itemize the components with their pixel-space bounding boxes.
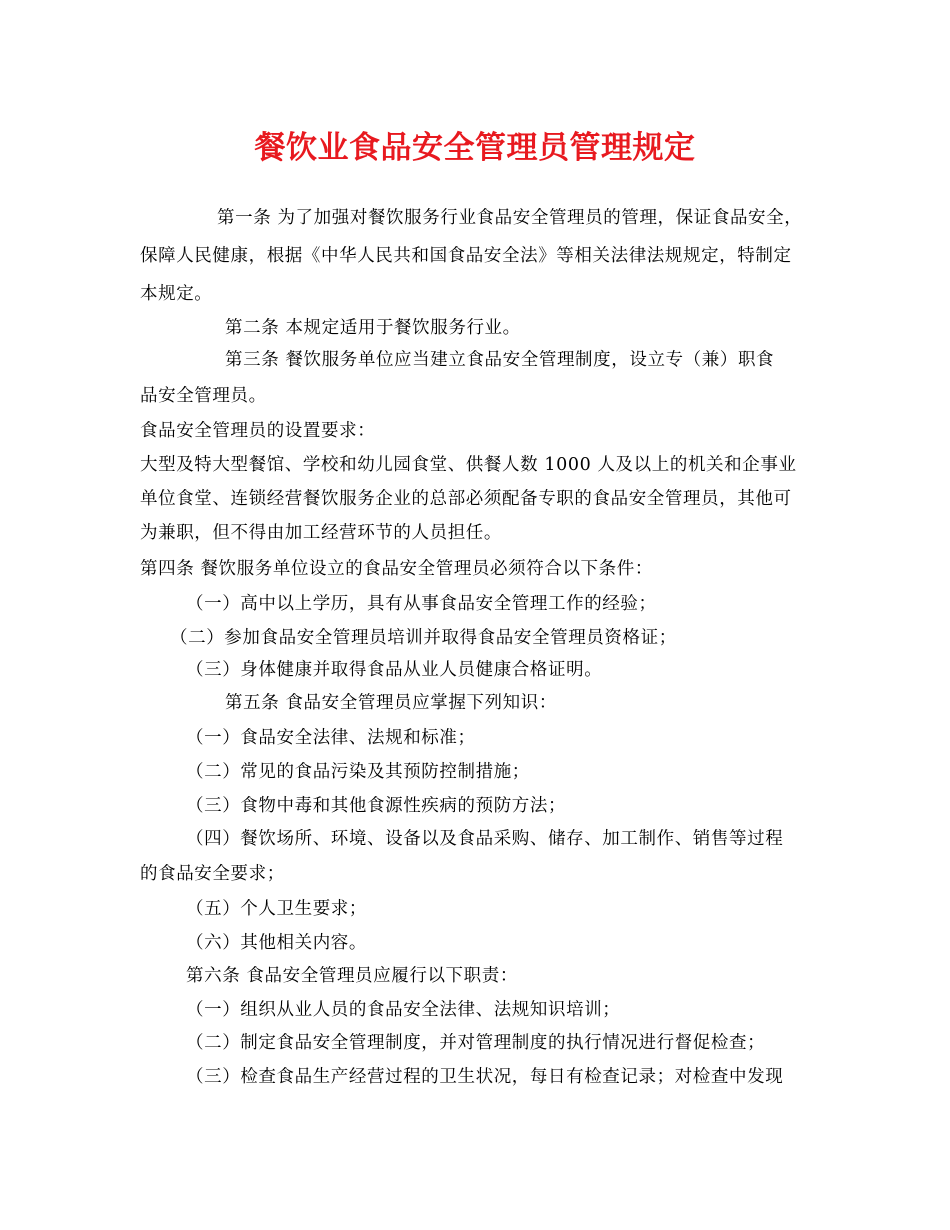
text-line: 为兼职，但不得由加工经营环节的人员担任。 xyxy=(140,523,502,543)
text-line: 第五条 食品安全管理员应掌握下列知识： xyxy=(225,693,557,713)
text-line: （二）制定食品安全管理制度，并对管理制度的执行情况进行督促检查； xyxy=(186,1033,766,1053)
text-line: 第三条 餐饮服务单位应当建立食品安全管理制度，设立专（兼）职食 xyxy=(225,350,775,370)
text-line: （一）食品安全法律、法规和标准； xyxy=(186,728,476,748)
text-line: 本规定。 xyxy=(140,284,213,304)
text-line: 食品安全管理员的设置要求： xyxy=(140,421,376,441)
text-line: 品安全管理员。 xyxy=(140,386,267,406)
text-line: （一）组织从业人员的食品安全法律、法规知识培训； xyxy=(186,1000,621,1020)
text-line: 第一条 为了加强对餐饮服务行业食品安全管理员的管理，保证食品安全， xyxy=(217,208,803,228)
text-line: 单位食堂、连锁经营餐饮服务企业的总部必须配备专职的食品安全管理员，其他可 xyxy=(140,489,792,509)
text-line: （三）检查食品生产经营过程的卫生状况，每日有检查记录；对检查中发现 xyxy=(186,1067,784,1087)
text-line: （二）参加食品安全管理员培训并取得食品安全管理员资格证； xyxy=(170,628,677,648)
text-line: 大型及特大型餐馆、学校和幼儿园食堂、供餐人数 1000 人及以上的机关和企事业 xyxy=(140,455,797,475)
text-line: 的食品安全要求； xyxy=(140,864,285,884)
text-line: （四）餐饮场所、环境、设备以及食品采购、储存、加工制作、销售等过程 xyxy=(186,829,784,849)
text-line: （二）常见的食品污染及其预防控制措施； xyxy=(186,762,530,782)
document-title: 餐饮业食品安全管理员管理规定 xyxy=(254,130,696,166)
text-line: 第六条 食品安全管理员应履行以下职责： xyxy=(186,966,518,986)
text-line: （一）高中以上学历，具有从事食品安全管理工作的经验； xyxy=(186,594,657,614)
text-line: （三）食物中毒和其他食源性疾病的预防方法； xyxy=(186,796,567,816)
text-line: 保障人民健康，根据《中华人民共和国食品安全法》等相关法律法规规定，特制定 xyxy=(140,246,792,266)
text-line: （六）其他相关内容。 xyxy=(186,933,367,953)
text-line: （三）身体健康并取得食品从业人员健康合格证明。 xyxy=(186,660,603,680)
text-line: （五）个人卫生要求； xyxy=(186,899,367,919)
text-line: 第二条 本规定适用于餐饮服务行业。 xyxy=(225,318,521,338)
text-line: 第四条 餐饮服务单位设立的食品安全管理员必须符合以下条件： xyxy=(140,559,653,579)
